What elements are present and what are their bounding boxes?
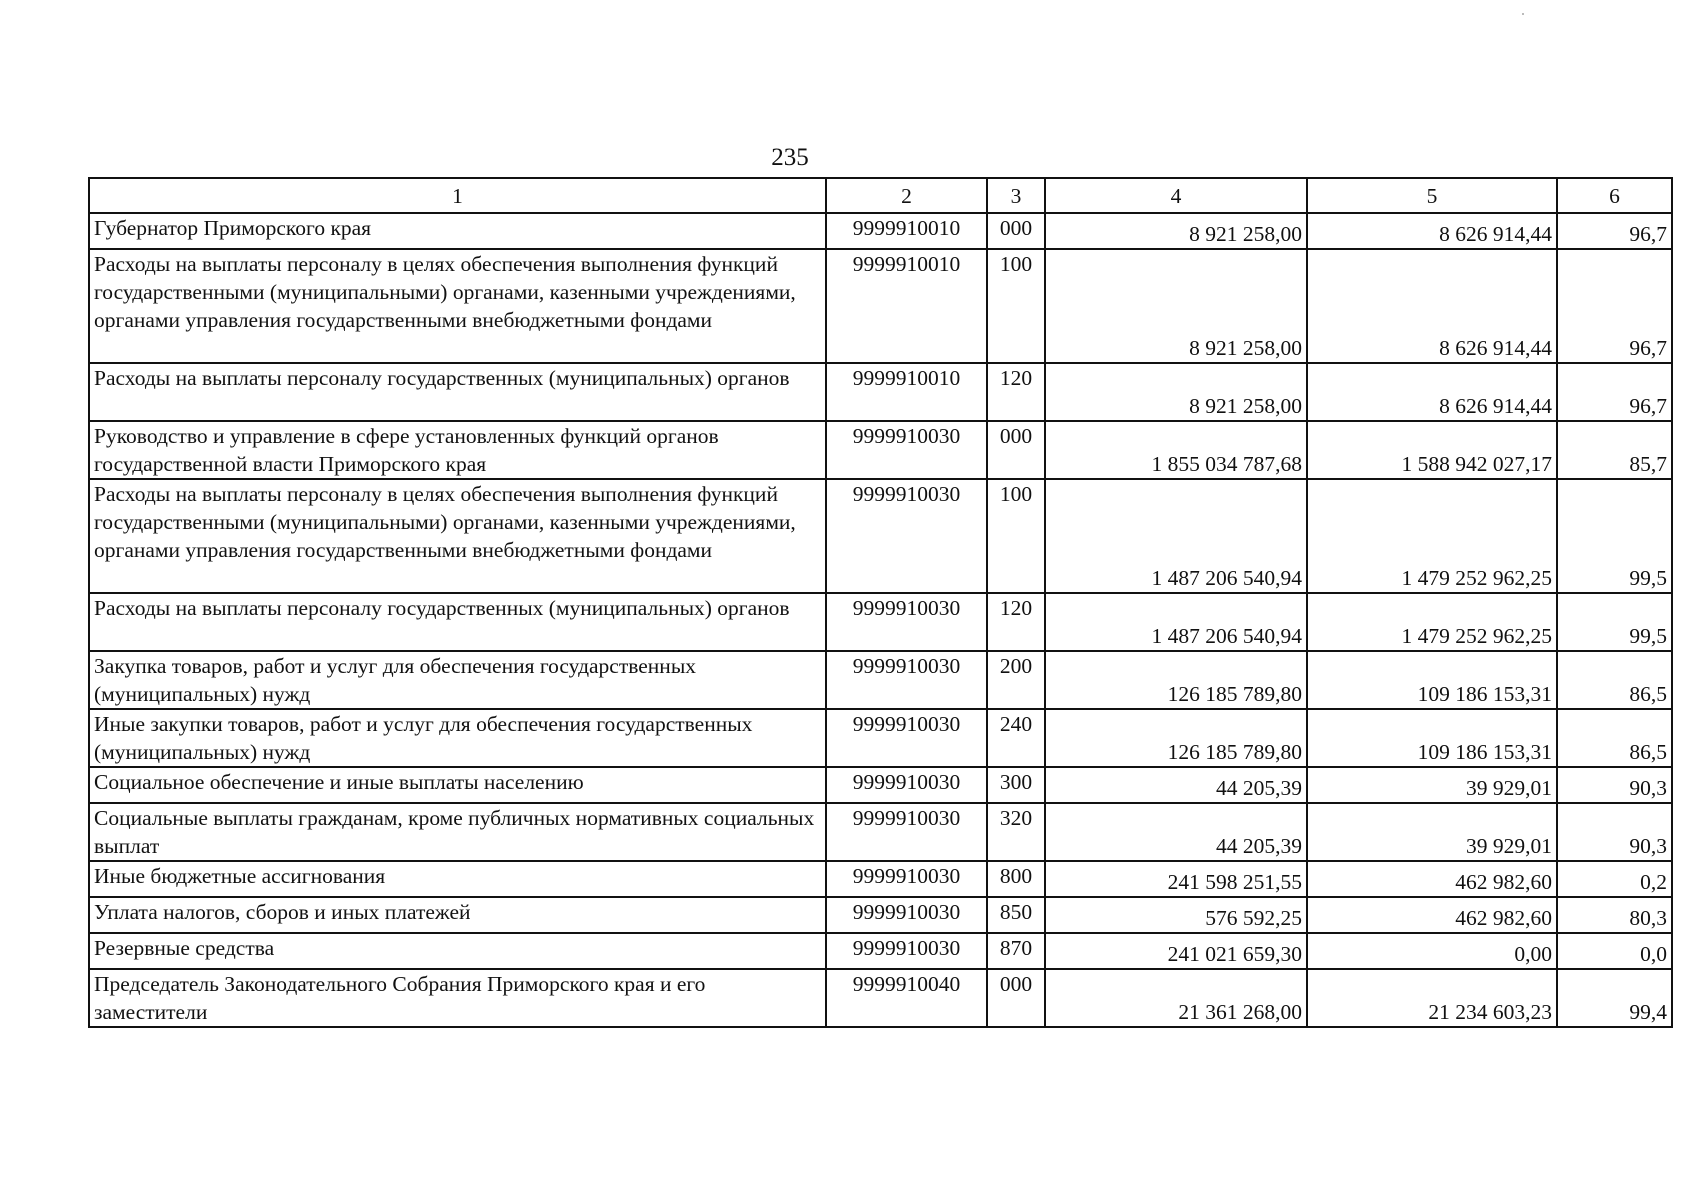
row-name-cell: Иные закупки товаров, работ и услуг для обеспечения государственных (муниципальных) нужд bbox=[89, 709, 826, 767]
row-expense-type-cell: 850 bbox=[987, 897, 1045, 933]
column-number-row bbox=[89, 178, 1672, 213]
row-name-cell: Резервные средства bbox=[89, 933, 826, 969]
row-executed-amount-cell: 39 929,01 bbox=[1307, 803, 1557, 861]
row-target-code-cell: 9999910030 bbox=[826, 479, 987, 593]
table-row bbox=[89, 709, 1672, 767]
row-name-cell: Закупка товаров, работ и услуг для обеспечения государственных (муниципальных) нужд bbox=[89, 651, 826, 709]
column-header: 4 bbox=[1045, 178, 1307, 213]
row-expense-type-cell: 200 bbox=[987, 651, 1045, 709]
row-expense-type-cell: 000 bbox=[987, 421, 1045, 479]
table-row bbox=[89, 861, 1672, 897]
table-row bbox=[89, 213, 1672, 249]
row-execution-percent-cell: 96,7 bbox=[1557, 363, 1672, 421]
row-expense-type-cell: 000 bbox=[987, 213, 1045, 249]
row-target-code-cell: 9999910030 bbox=[826, 593, 987, 651]
row-planned-amount-cell: 1 487 206 540,94 bbox=[1045, 479, 1307, 593]
row-planned-amount-cell: 44 205,39 bbox=[1045, 767, 1307, 803]
row-execution-percent-cell: 96,7 bbox=[1557, 249, 1672, 363]
column-header: 6 bbox=[1557, 178, 1672, 213]
row-target-code-cell: 9999910030 bbox=[826, 897, 987, 933]
column-header: 1 bbox=[89, 178, 826, 213]
row-executed-amount-cell: 109 186 153,31 bbox=[1307, 709, 1557, 767]
row-execution-percent-cell: 99,4 bbox=[1557, 969, 1672, 1027]
table-row bbox=[89, 933, 1672, 969]
row-planned-amount-cell: 1 855 034 787,68 bbox=[1045, 421, 1307, 479]
row-expense-type-cell: 300 bbox=[987, 767, 1045, 803]
row-executed-amount-cell: 0,00 bbox=[1307, 933, 1557, 969]
row-name-cell: Социальные выплаты гражданам, кроме публичных нормативных социальных выплат bbox=[89, 803, 826, 861]
row-planned-amount-cell: 576 592,25 bbox=[1045, 897, 1307, 933]
column-header: 5 bbox=[1307, 178, 1557, 213]
row-execution-percent-cell: 99,5 bbox=[1557, 479, 1672, 593]
row-target-code-cell: 9999910040 bbox=[826, 969, 987, 1027]
row-execution-percent-cell: 86,5 bbox=[1557, 651, 1672, 709]
table-row bbox=[89, 651, 1672, 709]
row-target-code-cell: 9999910030 bbox=[826, 709, 987, 767]
table-row bbox=[89, 593, 1672, 651]
table-row bbox=[89, 249, 1672, 363]
row-expense-type-cell: 100 bbox=[987, 479, 1045, 593]
row-execution-percent-cell: 80,3 bbox=[1557, 897, 1672, 933]
row-executed-amount-cell: 109 186 153,31 bbox=[1307, 651, 1557, 709]
row-planned-amount-cell: 44 205,39 bbox=[1045, 803, 1307, 861]
row-target-code-cell: 9999910010 bbox=[826, 363, 987, 421]
row-name-cell: Социальное обеспечение и иные выплаты населению bbox=[89, 767, 826, 803]
row-execution-percent-cell: 86,5 bbox=[1557, 709, 1672, 767]
row-target-code-cell: 9999910030 bbox=[826, 861, 987, 897]
row-target-code-cell: 9999910030 bbox=[826, 421, 987, 479]
row-name-cell: Расходы на выплаты персоналу в целях обеспечения выполнения функций государственными (муниципальными) органами, казенными учреждениями, органами управления государственными внебюджетными фондами bbox=[89, 249, 826, 363]
row-target-code-cell: 9999910030 bbox=[826, 767, 987, 803]
row-execution-percent-cell: 0,2 bbox=[1557, 861, 1672, 897]
table-row bbox=[89, 421, 1672, 479]
row-executed-amount-cell: 8 626 914,44 bbox=[1307, 363, 1557, 421]
row-executed-amount-cell: 21 234 603,23 bbox=[1307, 969, 1557, 1027]
budget-table bbox=[88, 177, 1673, 1028]
row-name-cell: Расходы на выплаты персоналу в целях обеспечения выполнения функций государственными (муниципальными) органами, казенными учреждениями, органами управления государственными внебюджетными фондами bbox=[89, 479, 826, 593]
row-name-cell: Расходы на выплаты персоналу государственных (муниципальных) органов bbox=[89, 593, 826, 651]
row-name-cell: Расходы на выплаты персоналу государственных (муниципальных) органов bbox=[89, 363, 826, 421]
row-planned-amount-cell: 126 185 789,80 bbox=[1045, 651, 1307, 709]
row-expense-type-cell: 100 bbox=[987, 249, 1045, 363]
row-target-code-cell: 9999910030 bbox=[826, 803, 987, 861]
row-expense-type-cell: 000 bbox=[987, 969, 1045, 1027]
row-name-cell: Губернатор Приморского края bbox=[89, 213, 826, 249]
row-target-code-cell: 9999910010 bbox=[826, 213, 987, 249]
row-planned-amount-cell: 8 921 258,00 bbox=[1045, 249, 1307, 363]
row-name-cell: Председатель Законодательного Собрания Приморского края и его заместители bbox=[89, 969, 826, 1027]
column-header: 3 bbox=[987, 178, 1045, 213]
row-executed-amount-cell: 462 982,60 bbox=[1307, 861, 1557, 897]
row-expense-type-cell: 320 bbox=[987, 803, 1045, 861]
table-row bbox=[89, 969, 1672, 1027]
row-planned-amount-cell: 21 361 268,00 bbox=[1045, 969, 1307, 1027]
row-planned-amount-cell: 241 021 659,30 bbox=[1045, 933, 1307, 969]
row-executed-amount-cell: 8 626 914,44 bbox=[1307, 213, 1557, 249]
table-row bbox=[89, 479, 1672, 593]
row-planned-amount-cell: 1 487 206 540,94 bbox=[1045, 593, 1307, 651]
row-execution-percent-cell: 0,0 bbox=[1557, 933, 1672, 969]
row-executed-amount-cell: 39 929,01 bbox=[1307, 767, 1557, 803]
row-execution-percent-cell: 90,3 bbox=[1557, 803, 1672, 861]
scan-speck bbox=[1522, 13, 1524, 15]
page-number: 235 bbox=[771, 144, 809, 171]
row-planned-amount-cell: 241 598 251,55 bbox=[1045, 861, 1307, 897]
column-header: 2 bbox=[826, 178, 987, 213]
row-expense-type-cell: 870 bbox=[987, 933, 1045, 969]
row-execution-percent-cell: 85,7 bbox=[1557, 421, 1672, 479]
row-executed-amount-cell: 1 588 942 027,17 bbox=[1307, 421, 1557, 479]
row-name-cell: Иные бюджетные ассигнования bbox=[89, 861, 826, 897]
table-row bbox=[89, 803, 1672, 861]
row-expense-type-cell: 120 bbox=[987, 593, 1045, 651]
table-row bbox=[89, 767, 1672, 803]
row-expense-type-cell: 120 bbox=[987, 363, 1045, 421]
row-executed-amount-cell: 462 982,60 bbox=[1307, 897, 1557, 933]
row-planned-amount-cell: 8 921 258,00 bbox=[1045, 213, 1307, 249]
row-planned-amount-cell: 126 185 789,80 bbox=[1045, 709, 1307, 767]
table-row bbox=[89, 363, 1672, 421]
row-executed-amount-cell: 1 479 252 962,25 bbox=[1307, 479, 1557, 593]
row-execution-percent-cell: 90,3 bbox=[1557, 767, 1672, 803]
row-executed-amount-cell: 8 626 914,44 bbox=[1307, 249, 1557, 363]
row-execution-percent-cell: 99,5 bbox=[1557, 593, 1672, 651]
table-row bbox=[89, 897, 1672, 933]
row-planned-amount-cell: 8 921 258,00 bbox=[1045, 363, 1307, 421]
row-name-cell: Уплата налогов, сборов и иных платежей bbox=[89, 897, 826, 933]
row-target-code-cell: 9999910010 bbox=[826, 249, 987, 363]
row-name-cell: Руководство и управление в сфере установленных функций органов государственной власти Приморского края bbox=[89, 421, 826, 479]
row-execution-percent-cell: 96,7 bbox=[1557, 213, 1672, 249]
row-target-code-cell: 9999910030 bbox=[826, 651, 987, 709]
table-body bbox=[89, 178, 1672, 1027]
row-target-code-cell: 9999910030 bbox=[826, 933, 987, 969]
row-expense-type-cell: 800 bbox=[987, 861, 1045, 897]
row-expense-type-cell: 240 bbox=[987, 709, 1045, 767]
row-executed-amount-cell: 1 479 252 962,25 bbox=[1307, 593, 1557, 651]
